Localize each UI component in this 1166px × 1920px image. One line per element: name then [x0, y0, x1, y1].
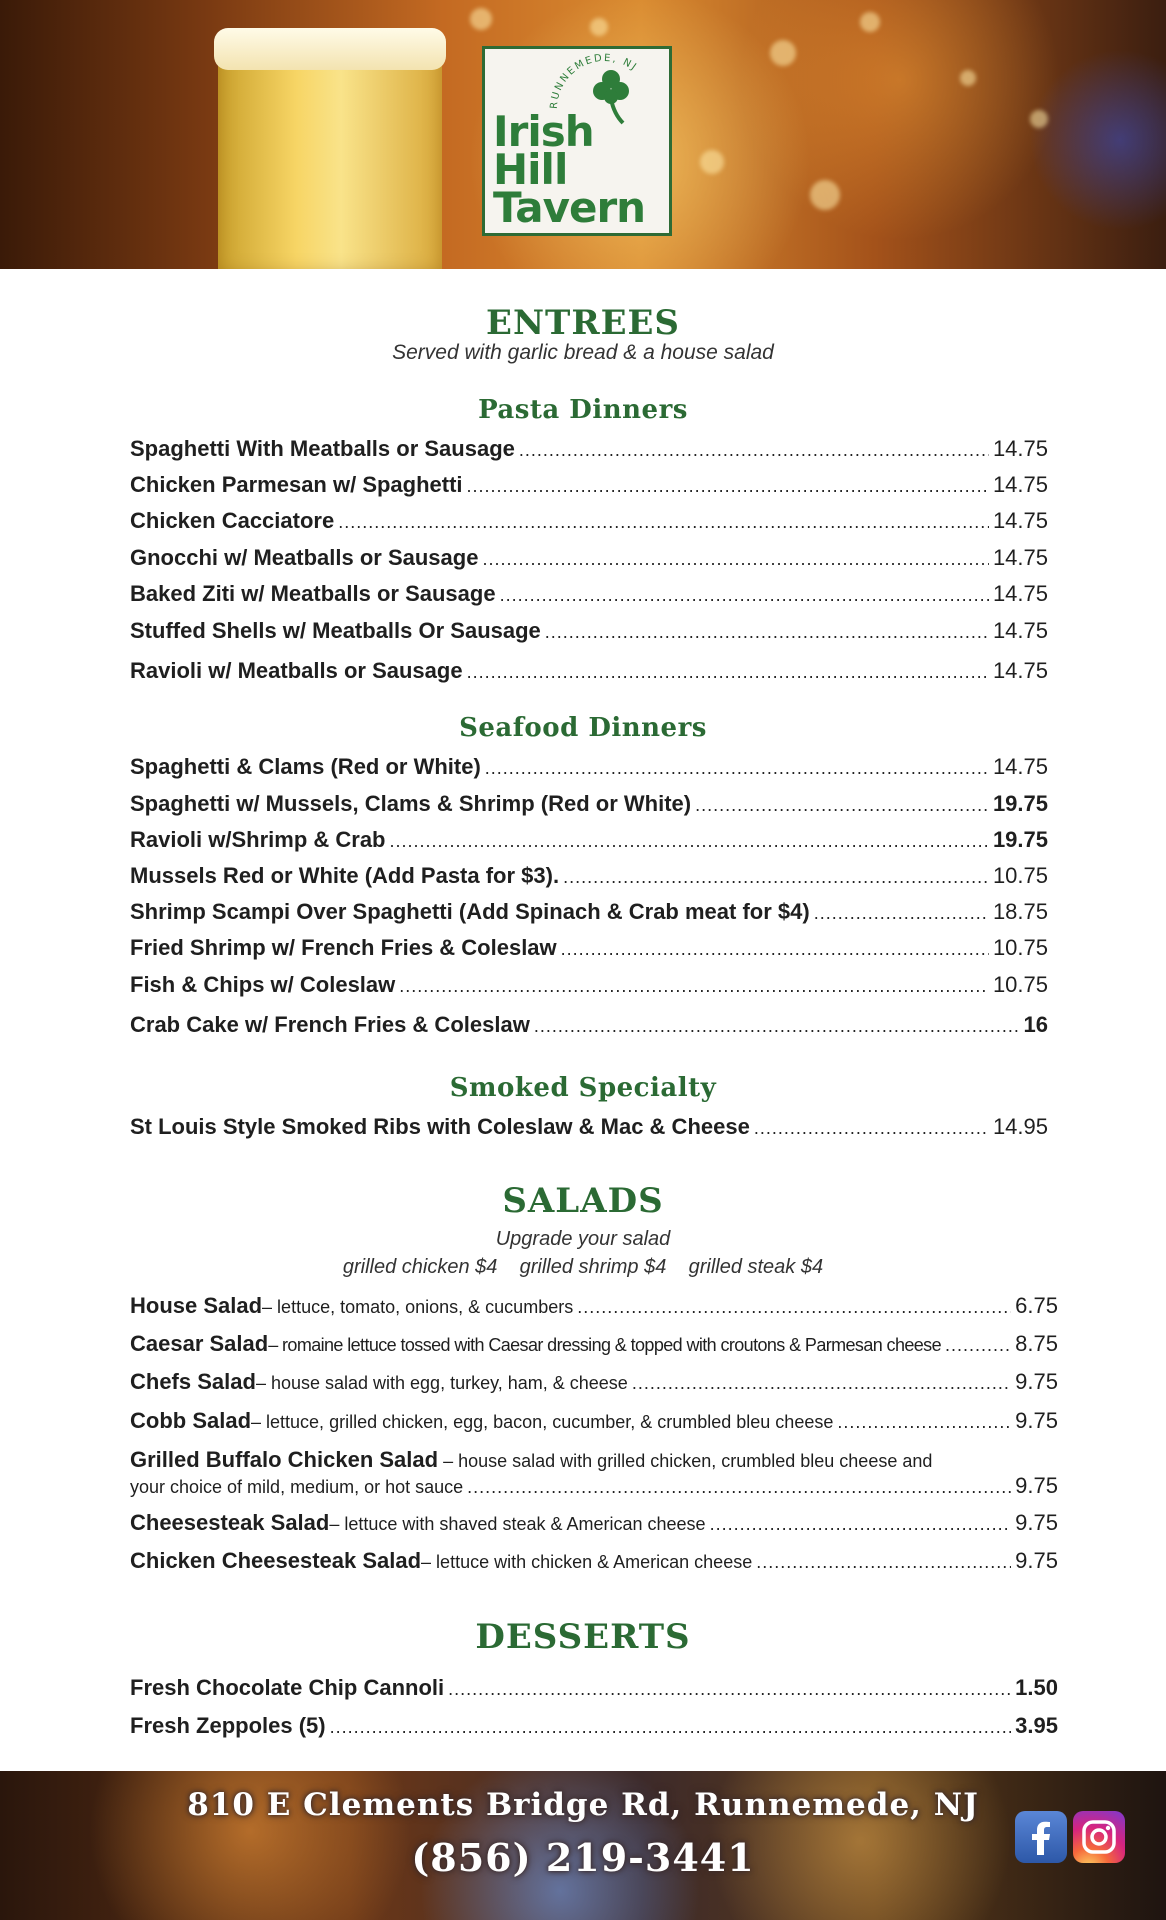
bokeh-light [470, 8, 492, 30]
menu-item: Stuffed Shells w/ Meatballs Or Sausage ..... 14.75 [130, 618, 1048, 644]
beer-foam [214, 28, 446, 70]
bokeh-light [860, 12, 880, 32]
menu-item: Spaghetti w/ Mussels, Clams & Shrimp (Red or White) ..... 19.75 [130, 791, 1048, 817]
menu-item: Fish & Chips w/ Coleslaw ..... 10.75 [130, 972, 1048, 998]
logo-wordmark: Irish Hill Tavern [493, 107, 646, 232]
menu-item: Chicken Cacciatore ..... 14.75 [130, 508, 1048, 534]
menu-item: Cobb Salad – lettuce, grilled chicken, egg, bacon, cucumber, & crumbled bleu cheese ..... 9.75 [130, 1408, 1058, 1434]
salads-title: SALADS [502, 1181, 664, 1221]
menu-item: Fresh Chocolate Chip Cannoli ..... 1.50 [130, 1675, 1058, 1701]
menu-item: Chicken Parmesan w/ Spaghetti ..... 14.75 [130, 472, 1048, 498]
menu-item: Fried Shrimp w/ French Fries & Coleslaw ..... 10.75 [130, 935, 1048, 961]
menu-item: Ravioli w/Shrimp & Crab ..... 19.75 [130, 827, 1048, 853]
bokeh-light [1030, 110, 1048, 128]
bokeh-light [590, 18, 608, 36]
menu-item: Ravioli w/ Meatballs or Sausage ..... 14.75 [130, 658, 1048, 684]
header-banner [0, 0, 1166, 269]
salad-upgrade-options: grilled chicken $4 grilled shrimp $4 grilled steak $4 [342, 1256, 824, 1278]
menu-item: House Salad – lettuce, tomato, onions, & cucumbers ..... 6.75 [130, 1293, 1058, 1319]
menu-item: Gnocchi w/ Meatballs or Sausage ..... 14.75 [130, 545, 1048, 571]
menu-item: St Louis Style Smoked Ribs with Coleslaw & Mac & Cheese ..... 14.95 [130, 1114, 1048, 1140]
bokeh-light [810, 180, 840, 210]
menu-item: Spaghetti With Meatballs or Sausage ..... 14.75 [130, 436, 1048, 462]
phone-number[interactable]: (856) 219-3441 [411, 1835, 755, 1880]
desserts-title: DESSERTS [475, 1617, 691, 1657]
menu-item: Crab Cake w/ French Fries & Coleslaw ..... 16 [130, 1012, 1048, 1038]
bokeh-light [700, 150, 724, 174]
entrees-title: ENTREES [486, 303, 680, 343]
menu-item: Cheesesteak Salad – lettuce with shaved steak & American cheese ..... 9.75 [130, 1510, 1058, 1536]
menu-item: Chicken Cheesesteak Salad – lettuce with chicken & American cheese ..... 9.75 [130, 1548, 1058, 1574]
seafood-dinners-title: Seafood Dinners [459, 713, 707, 743]
bokeh-light [960, 70, 976, 86]
tavern-logo [482, 46, 672, 236]
menu-item: Mussels Red or White (Add Pasta for $3). ..... 10.75 [130, 863, 1048, 889]
footer-banner [0, 1771, 1166, 1920]
menu-item: Fresh Zeppoles (5) ..... 3.95 [130, 1713, 1058, 1739]
menu-item: Shrimp Scampi Over Spaghetti (Add Spinach & Crab meat for $4) ..... 18.75 [130, 899, 1048, 925]
smoked-specialty-title: Smoked Specialty [449, 1073, 717, 1103]
menu-item: Chefs Salad – house salad with egg, turkey, ham, & cheese ..... 9.75 [130, 1369, 1058, 1395]
menu-item: Spaghetti & Clams (Red or White) ..... 14.75 [130, 754, 1048, 780]
instagram-icon[interactable] [1073, 1811, 1125, 1863]
menu-item: Caesar Salad – romaine lettuce tossed with Caesar dressing & topped with croutons & Parmesan cheese ..... 8.75 [130, 1331, 1058, 1357]
menu-item-buffalo-salad: Grilled Buffalo Chicken Salad – house salad with grilled chicken, crumbled bleu cheese and your choice of mild, medium, or hot sauce ..... 9.75 [130, 1447, 1058, 1499]
menu-item: Baked Ziti w/ Meatballs or Sausage ..... 14.75 [130, 581, 1048, 607]
salad-upgrade-label: Upgrade your salad [495, 1228, 671, 1250]
bokeh-light [770, 40, 796, 66]
svg-text:RUNNEMEDE, NJ: RUNNEMEDE, NJ [548, 52, 640, 110]
facebook-icon[interactable] [1015, 1811, 1067, 1863]
address-text: 810 E Clements Bridge Rd, Runnemede, NJ [187, 1787, 979, 1823]
pasta-dinners-title: Pasta Dinners [478, 395, 688, 425]
entrees-subtitle: Served with garlic bread & a house salad [392, 341, 774, 364]
